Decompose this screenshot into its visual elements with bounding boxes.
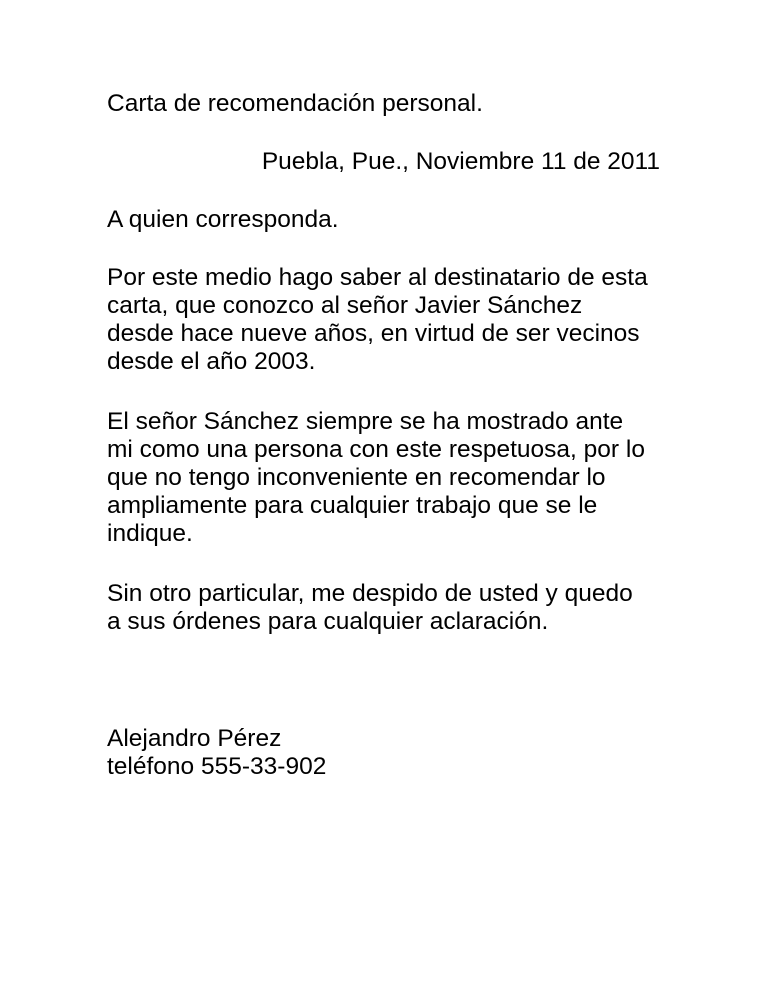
- paragraph-line: ampliamente para cualquier trabajo que se le: [107, 492, 598, 519]
- paragraph-line: a sus órdenes para cualquier aclaración.: [107, 608, 549, 635]
- signature-name: Alejandro Pérez: [107, 725, 282, 752]
- letter-title: Carta de recomendación personal.: [107, 90, 483, 117]
- paragraph-line: Por este medio hago saber al destinatario de esta: [107, 264, 648, 291]
- paragraph-line: Sin otro particular, me despido de usted y quedo: [107, 580, 633, 607]
- paragraph-line: que no tengo inconveniente en recomendar lo: [107, 464, 606, 491]
- paragraph-line: desde hace nueve años, en virtud de ser vecinos: [107, 320, 640, 347]
- paragraph-line: El señor Sánchez siempre se ha mostrado ante: [107, 408, 624, 435]
- paragraph-line: mi como una persona con este respetuosa, por lo: [107, 436, 645, 463]
- paragraph-line: desde el año 2003.: [107, 348, 316, 375]
- place-date: Puebla, Pue., Noviembre 11 de 2011: [261, 148, 660, 175]
- paragraph-line: indique.: [107, 520, 193, 547]
- signature-phone: teléfono 555-33-902: [107, 753, 327, 780]
- salutation: A quien corresponda.: [107, 206, 339, 233]
- paragraph-line: carta, que conozco al señor Javier Sánchez: [107, 292, 583, 319]
